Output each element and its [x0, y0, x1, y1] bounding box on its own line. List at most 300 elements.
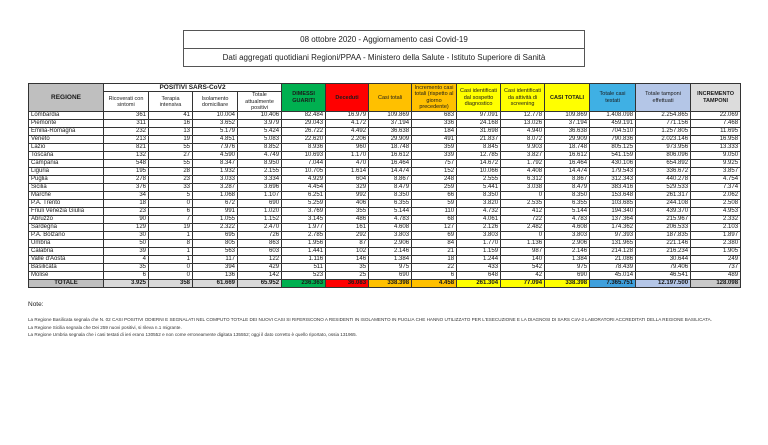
col-header-terapia-intensiva: Terapia intensiva [149, 92, 193, 112]
data-cell: 11.695 [691, 128, 741, 136]
data-cell: 3.979 [238, 120, 282, 128]
data-cell: 16.958 [691, 136, 741, 144]
data-cell: 8.350 [545, 192, 590, 200]
data-cell: 8.072 [501, 136, 545, 144]
table-row [29, 264, 741, 272]
region-name: Lombardia [29, 112, 104, 120]
data-cell: 179.543 [590, 168, 636, 176]
data-cell: 10.705 [282, 168, 326, 176]
data-cell: 5.259 [282, 200, 326, 208]
data-cell: 29.043 [282, 120, 326, 128]
data-cell: 5 [149, 192, 193, 200]
data-cell: 36.638 [369, 128, 412, 136]
data-cell: 4.454 [282, 184, 326, 192]
data-cell: 3.857 [691, 168, 741, 176]
table-row [29, 200, 741, 208]
data-cell: 14.474 [369, 168, 412, 176]
data-cell: 69 [412, 232, 457, 240]
data-cell: 16 [149, 120, 193, 128]
data-cell: 4.953 [691, 208, 741, 216]
data-cell: 5.144 [369, 208, 412, 216]
data-cell: 548 [104, 160, 149, 168]
data-cell: 486 [326, 216, 369, 224]
data-cell: 36.638 [545, 128, 590, 136]
report-subtitle: Dati aggregati quotidiani Regioni/PPAA - Ministero della Salute - Istituto Superiore di Sanità [222, 53, 546, 62]
data-cell: 8 [149, 240, 193, 248]
data-cell: 312.343 [590, 176, 636, 184]
data-cell: 21 [412, 248, 457, 256]
data-cell: 771.156 [636, 120, 691, 128]
data-cell: 0 [149, 264, 193, 272]
data-cell: 2.482 [501, 224, 545, 232]
data-cell: 805 [193, 240, 238, 248]
data-cell: 3.334 [238, 176, 282, 184]
data-cell: 992 [326, 192, 369, 200]
data-cell: 672 [193, 200, 238, 208]
data-cell: 4.608 [369, 224, 412, 232]
data-cell: 77.094 [501, 280, 545, 288]
data-cell: 152 [412, 168, 457, 176]
data-cell: 5.441 [457, 184, 501, 192]
data-cell: 7.365.751 [590, 280, 636, 288]
col-header-isolamento: Isolamento domiciliare [193, 92, 238, 112]
data-cell: 361 [104, 112, 149, 120]
data-cell: 12.197.500 [636, 280, 691, 288]
data-cell: 3.287 [193, 184, 238, 192]
report-title-box [183, 30, 585, 67]
data-cell: 27 [149, 152, 193, 160]
data-cell: 184 [412, 128, 457, 136]
data-cell: 2.470 [238, 224, 282, 232]
data-cell: 542 [501, 264, 545, 272]
data-cell: 78.439 [590, 264, 636, 272]
data-cell: 8.867 [545, 176, 590, 184]
data-cell: 975 [545, 264, 590, 272]
table-row [29, 240, 741, 248]
data-cell: 249 [691, 256, 741, 264]
data-cell: 26.722 [282, 128, 326, 136]
table-row [29, 184, 741, 192]
data-cell: 1.257.805 [636, 128, 691, 136]
data-cell: 55 [149, 160, 193, 168]
data-cell: 21.086 [590, 256, 636, 264]
table-row [29, 232, 741, 240]
region-name: Sardegna [29, 224, 104, 232]
data-cell: 470 [326, 160, 369, 168]
data-cell: 84 [412, 240, 457, 248]
data-cell: 4.492 [326, 128, 369, 136]
data-cell: 1.932 [193, 168, 238, 176]
data-cell: 97.091 [457, 112, 501, 120]
data-cell: 2.146 [545, 248, 590, 256]
data-cell: 6 [104, 272, 149, 280]
data-cell: 7.976 [193, 144, 238, 152]
table-row [29, 112, 741, 120]
data-cell: 18 [104, 200, 149, 208]
data-cell: 1.441 [282, 248, 326, 256]
data-cell: 683 [412, 112, 457, 120]
data-cell: 6 [149, 208, 193, 216]
data-cell: 4.754 [691, 176, 741, 184]
region-name: P.A. Trento [29, 200, 104, 208]
data-cell: 55 [149, 144, 193, 152]
data-cell: 563 [193, 248, 238, 256]
col-header-deceduti: Deceduti [326, 84, 369, 112]
region-name: Toscana [29, 152, 104, 160]
data-cell: 174.362 [590, 224, 636, 232]
region-name: Valle d'Aosta [29, 256, 104, 264]
data-cell: 3.769 [282, 208, 326, 216]
table-row [29, 192, 741, 200]
table-row [29, 168, 741, 176]
data-cell: 23 [149, 176, 193, 184]
data-cell: 2.508 [691, 200, 741, 208]
data-cell: 136 [193, 272, 238, 280]
region-name: Lazio [29, 144, 104, 152]
data-cell: 737 [691, 264, 741, 272]
report-date-title: 08 ottobre 2020 - Aggiornamento casi Covid-19 [184, 31, 584, 49]
data-cell: 4.172 [326, 120, 369, 128]
data-cell: 161 [326, 224, 369, 232]
data-cell: 987 [501, 248, 545, 256]
data-cell: 4.408 [501, 168, 545, 176]
data-cell: 127 [412, 224, 457, 232]
col-header-casi-testati: Totale casi testati [590, 84, 636, 112]
data-cell: 37.194 [369, 120, 412, 128]
data-cell: 805.125 [590, 144, 636, 152]
data-cell: 19 [149, 136, 193, 144]
data-cell: 35 [326, 264, 369, 272]
region-name: Marche [29, 192, 104, 200]
data-cell: 8.852 [238, 144, 282, 152]
data-cell: 1.055 [193, 216, 238, 224]
data-cell: 90 [104, 216, 149, 224]
data-cell: 8.479 [545, 184, 590, 192]
data-cell: 1.792 [501, 160, 545, 168]
data-cell: 7.374 [691, 184, 741, 192]
data-cell: 4.940 [501, 128, 545, 136]
data-cell: 648 [457, 272, 501, 280]
data-cell: 41 [149, 112, 193, 120]
data-cell: 338.398 [369, 280, 412, 288]
data-cell: 3.925 [104, 280, 149, 288]
data-cell: 336.672 [636, 168, 691, 176]
col-header-dimessi-guariti: DIMESSI GUARITI [282, 84, 326, 112]
data-cell: 82.484 [282, 112, 326, 120]
region-name: Piemonte [29, 120, 104, 128]
data-cell: 7.468 [691, 120, 741, 128]
region-name: Emilia-Romagna [29, 128, 104, 136]
data-cell: 21.837 [457, 136, 501, 144]
data-cell: 1.384 [369, 256, 412, 264]
note-sicilia: La Regione Sicilia segnala che Dei 259 nuovi positivi, si rileva n.1 migrante. [28, 324, 182, 330]
data-cell: 29.909 [369, 136, 412, 144]
data-cell: 3.820 [457, 200, 501, 208]
data-cell: 195 [104, 168, 149, 176]
data-cell: 8.479 [369, 184, 412, 192]
data-cell: 13 [149, 128, 193, 136]
data-cell: 529.533 [636, 184, 691, 192]
data-cell: 8.950 [238, 160, 282, 168]
total-row-label: TOTALE [29, 280, 104, 288]
data-cell: 3.827 [501, 152, 545, 160]
data-cell: 187.835 [636, 232, 691, 240]
data-cell: 5.179 [193, 128, 238, 136]
region-name: Puglia [29, 176, 104, 184]
data-cell: 34 [104, 192, 149, 200]
data-cell: 7 [149, 216, 193, 224]
data-cell: 7.044 [282, 160, 326, 168]
data-cell: 19 [149, 224, 193, 232]
data-cell: 35 [104, 264, 149, 272]
data-cell: 68 [412, 216, 457, 224]
data-cell: 3.033 [193, 176, 238, 184]
data-cell: 429 [238, 264, 282, 272]
data-cell: 2.322 [193, 224, 238, 232]
data-cell: 109.869 [369, 112, 412, 120]
data-cell: 960 [326, 144, 369, 152]
data-cell: 16.979 [326, 112, 369, 120]
data-cell: 1.020 [238, 208, 282, 216]
data-cell: 695 [193, 232, 238, 240]
data-cell: 248 [412, 176, 457, 184]
data-cell: 511 [282, 264, 326, 272]
region-name: Umbria [29, 240, 104, 248]
data-cell: 2.906 [369, 240, 412, 248]
data-cell: 329 [326, 184, 369, 192]
data-cell: 2.555 [457, 176, 501, 184]
data-cell: 1.408.098 [590, 112, 636, 120]
group-header-positivi: POSITIVI SARS-CoV2 [104, 84, 282, 92]
data-cell: 1.897 [691, 232, 741, 240]
total-row [29, 280, 741, 288]
data-cell: 16.612 [369, 152, 412, 160]
data-cell: 22.620 [282, 136, 326, 144]
data-cell: 690 [545, 272, 590, 280]
data-cell: 46.541 [636, 272, 691, 280]
data-cell: 4.590 [193, 152, 238, 160]
data-cell: 2.785 [282, 232, 326, 240]
data-cell: 690 [369, 272, 412, 280]
data-cell: 6 [412, 272, 457, 280]
data-cell: 259 [412, 184, 457, 192]
data-cell: 412 [501, 208, 545, 216]
data-cell: 24.168 [457, 120, 501, 128]
data-cell: 146 [326, 256, 369, 264]
col-header-incremento-tamponi: INCREMENTO TAMPONI [691, 84, 741, 112]
data-cell: 6.355 [545, 200, 590, 208]
data-cell: 603 [238, 248, 282, 256]
data-cell: 1.152 [238, 216, 282, 224]
data-cell: 87 [326, 240, 369, 248]
data-cell: 13.333 [691, 144, 741, 152]
data-cell: 489 [691, 272, 741, 280]
col-header-totale-positivi: Totale attualmente positivi [238, 92, 282, 112]
data-cell: 358 [149, 280, 193, 288]
data-cell: 142 [238, 272, 282, 280]
table-row [29, 224, 741, 232]
data-cell: 10.406 [238, 112, 282, 120]
data-cell: 216.234 [636, 248, 691, 256]
data-cell: 8.350 [369, 192, 412, 200]
notes-title: Note: [28, 301, 44, 309]
data-cell: 42 [501, 272, 545, 280]
data-cell: 722 [501, 216, 545, 224]
data-cell: 28 [149, 168, 193, 176]
data-cell: 8.347 [193, 160, 238, 168]
data-cell: 757 [412, 160, 457, 168]
data-cell: 1.977 [282, 224, 326, 232]
data-cell: 383.416 [590, 184, 636, 192]
data-cell: 0 [501, 192, 545, 200]
data-cell: 311 [104, 120, 149, 128]
data-cell: 439.370 [636, 208, 691, 216]
data-cell: 1.107 [238, 192, 282, 200]
data-cell: 14.672 [457, 160, 501, 168]
col-header-incremento-casi: Incremento casi totali (rispetto al giorno precedente) [412, 84, 457, 112]
data-cell: 440.278 [636, 176, 691, 184]
data-cell: 4.749 [238, 152, 282, 160]
data-cell: 1.614 [326, 168, 369, 176]
data-cell: 3.803 [369, 232, 412, 240]
data-cell: 491 [412, 136, 457, 144]
data-cell: 9.050 [691, 152, 741, 160]
data-cell: 6.251 [282, 192, 326, 200]
data-cell: 4.851 [193, 136, 238, 144]
region-name: Veneto [29, 136, 104, 144]
data-cell: 103.685 [590, 200, 636, 208]
data-cell: 1.384 [545, 256, 590, 264]
data-cell: 9.925 [691, 160, 741, 168]
table-row [29, 248, 741, 256]
data-cell: 36.083 [326, 280, 369, 288]
data-cell: 1.770 [457, 240, 501, 248]
data-cell: 2.906 [545, 240, 590, 248]
data-cell: 278 [104, 176, 149, 184]
data-cell: 3.696 [238, 184, 282, 192]
data-cell: 0 [149, 272, 193, 280]
region-name: Abruzzo [29, 216, 104, 224]
data-cell: 45.014 [590, 272, 636, 280]
data-cell: 8.845 [457, 144, 501, 152]
col-header-tamponi: Totale tamponi effettuati [636, 84, 691, 112]
data-cell: 117 [193, 256, 238, 264]
data-cell: 8.350 [457, 192, 501, 200]
data-cell: 66 [412, 192, 457, 200]
table-row [29, 128, 741, 136]
data-cell: 2.380 [691, 240, 741, 248]
region-name: Friuli Venezia Giulia [29, 208, 104, 216]
table-row [29, 120, 741, 128]
col-header-ricoverati: Ricoverati con sintomi [104, 92, 149, 112]
data-cell: 430.106 [590, 160, 636, 168]
data-cell: 2.206 [326, 136, 369, 144]
data-cell: 5.424 [238, 128, 282, 136]
data-cell: 690 [238, 200, 282, 208]
data-cell: 213 [104, 136, 149, 144]
data-cell: 376 [104, 184, 149, 192]
data-cell: 863 [238, 240, 282, 248]
data-cell: 140 [501, 256, 545, 264]
data-cell: 406 [326, 200, 369, 208]
data-cell: 214.128 [590, 248, 636, 256]
data-cell: 1.068 [193, 192, 238, 200]
data-cell: 261.304 [457, 280, 501, 288]
data-cell: 8.867 [369, 176, 412, 184]
data-cell: 39 [104, 248, 149, 256]
data-cell: 30.644 [636, 256, 691, 264]
data-cell: 244.108 [636, 200, 691, 208]
data-cell: 806.096 [636, 152, 691, 160]
data-cell: 16.464 [369, 160, 412, 168]
data-cell: 459.191 [590, 120, 636, 128]
data-cell: 131.965 [590, 240, 636, 248]
data-cell: 1.116 [282, 256, 326, 264]
table-row [29, 136, 741, 144]
col-header-screening: Casi identificati da attività di screening [501, 84, 545, 112]
data-cell: 236.363 [282, 280, 326, 288]
region-name: Molise [29, 272, 104, 280]
col-header-casi-totali-caps: CASI TOTALI [545, 84, 590, 112]
data-cell: 2.332 [691, 216, 741, 224]
data-cell: 137.364 [590, 216, 636, 224]
data-cell: 9.903 [501, 144, 545, 152]
data-cell: 97.393 [590, 232, 636, 240]
data-cell: 128.098 [691, 280, 741, 288]
data-cell: 18.748 [545, 144, 590, 152]
data-cell: 30 [104, 232, 149, 240]
data-cell: 2.535 [501, 200, 545, 208]
data-cell: 12.785 [457, 152, 501, 160]
data-cell: 1.136 [501, 240, 545, 248]
data-cell: 10.066 [457, 168, 501, 176]
data-cell: 2.062 [691, 192, 741, 200]
data-cell: 10.004 [193, 112, 238, 120]
region-name: Campania [29, 160, 104, 168]
table-header [29, 84, 741, 112]
footnotes [28, 301, 740, 338]
data-cell: 109.869 [545, 112, 590, 120]
data-cell: 4 [104, 256, 149, 264]
data-cell: 2.254.865 [636, 112, 691, 120]
region-name: Basilicata [29, 264, 104, 272]
region-name: Sicilia [29, 184, 104, 192]
col-header-casi-totali: Casi totali [369, 84, 412, 112]
data-cell: 215.967 [636, 216, 691, 224]
data-cell: 31.698 [457, 128, 501, 136]
data-cell: 25 [326, 272, 369, 280]
data-cell: 2.146 [369, 248, 412, 256]
data-cell: 4.783 [369, 216, 412, 224]
data-cell: 5.144 [545, 208, 590, 216]
data-cell: 4.732 [457, 208, 501, 216]
table-body [29, 112, 741, 288]
data-cell: 16.464 [545, 160, 590, 168]
data-cell: 0 [501, 232, 545, 240]
col-header-sospetto-diagnostico: Casi identificati dal sospetto diagnostico [457, 84, 501, 112]
table-row [29, 256, 741, 264]
data-cell: 206.533 [636, 224, 691, 232]
data-cell: 4.458 [412, 280, 457, 288]
data-cell: 1.244 [457, 256, 501, 264]
data-cell: 29.909 [545, 136, 590, 144]
data-cell: 654.892 [636, 160, 691, 168]
data-cell: 79.406 [636, 264, 691, 272]
data-cell: 821 [104, 144, 149, 152]
data-cell: 261.317 [636, 192, 691, 200]
data-cell: 2.023.146 [636, 136, 691, 144]
data-cell: 37.194 [545, 120, 590, 128]
